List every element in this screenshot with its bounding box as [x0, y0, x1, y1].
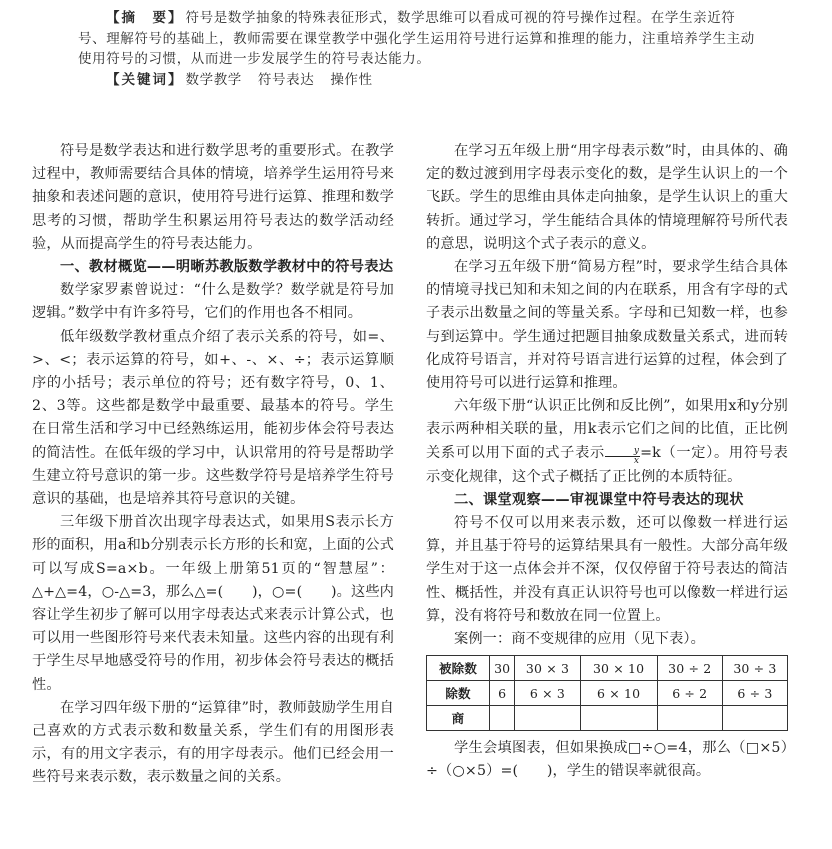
- body-paragraph: 学生会填图表，但如果换成□÷○=4，那么（□×5）÷（○×5）=( )，学生的错误率就很高。: [426, 740, 788, 780]
- table-cell: [657, 706, 722, 731]
- table-row: [427, 706, 788, 731]
- table-cell: 6 × 10: [580, 681, 657, 706]
- row-header: 除数: [427, 681, 490, 706]
- section-heading: 二、课堂观察——审视课堂中符号表达的现状: [454, 491, 744, 508]
- keyword: 符号表达: [257, 71, 315, 88]
- table-cell: 30 ÷ 3: [722, 656, 787, 681]
- table-cell: [722, 706, 787, 731]
- table-cell: [580, 706, 657, 731]
- table-cell: 30 × 10: [580, 656, 657, 681]
- section-heading: 一、教材概览——明晰苏教版数学教材中的符号表达: [60, 259, 394, 276]
- body-paragraph: 符号不仅可以用来表示数，还可以像数一样进行运算，并且基于符号的运算结果具有一般性。大部分高年级学生对于这一点体会并不深，仅仅停留于符号表达的简洁性、概括性，并没有真正认识符号也可以像数一样进行运算，没有将符号和数放在同一位置上。: [426, 515, 788, 624]
- table-row: [427, 681, 788, 706]
- fraction-numerator: y: [605, 447, 640, 457]
- table-cell: 6: [490, 681, 515, 706]
- keywords-line: [78, 70, 758, 91]
- case-table: [426, 655, 788, 731]
- table-cell: [490, 706, 515, 731]
- table-cell: 6 ÷ 3: [722, 681, 787, 706]
- keywords-tag: 【关键词】: [106, 71, 184, 88]
- table-cell: 6 ÷ 2: [657, 681, 722, 706]
- abstract: [78, 8, 758, 90]
- table-cell: [515, 706, 580, 731]
- body-paragraph: 符号是数学表达和进行数学思考的重要形式。在教学过程中，教师需要结合具体的情境，培养学生运用符号来抽象和表述问题的意识，使用符号进行运算、推理和数学思考的习惯，帮助学生积累运用符号表达的数学活动经验，从而提高学生的符号表达能力。: [32, 143, 394, 252]
- body-paragraph: 在学习四年级下册的“运算律”时，教师鼓励学生用自己喜欢的方式表示数和数量关系，学生们有的用图形表示，有的用文字表示，有的用字母表示。他们已经会用一些符号来表示数，表示数量之间的关系。: [32, 699, 394, 786]
- keyword: 数学教学: [185, 71, 242, 88]
- fraction: [605, 447, 640, 466]
- table-cell: 30 × 3: [515, 656, 580, 681]
- keyword: 操作性: [330, 71, 373, 88]
- left-column: [32, 140, 394, 790]
- abstract-tag: 【摘 要】: [106, 10, 184, 26]
- table-row: [427, 656, 788, 681]
- body-paragraph: 在学习五年级下册“简易方程”时，要求学生结合具体的情境寻找已知和未知之间的内在联系，用含有字母的式子表示出数量之间的等量关系。字母和已知数一样，也参与到运算中。学生通过把题目抽象成数量关系式，进而转化成符号语言，并对符号语言进行运算的过程，体会到了使用符号可以进行运算和推理。: [426, 259, 788, 392]
- table-cell: 30: [490, 656, 515, 681]
- body-paragraph: 数学家罗素曾说过：“什么是数学？数学就是符号加逻辑。”数学中有许多符号，它们的作用也各不相同。: [32, 282, 394, 322]
- body-paragraph: [426, 395, 788, 489]
- table-cell: 30 ÷ 2: [657, 656, 722, 681]
- fraction-denominator: x: [633, 455, 640, 466]
- text-run: =k（一定）。用符号表示变化规律，这个式子概括了正比例的本质特征。: [426, 444, 788, 485]
- row-header: 被除数: [427, 656, 490, 681]
- row-header: 商: [427, 706, 490, 731]
- table-cell: 6 × 3: [515, 681, 580, 706]
- right-column: [426, 140, 788, 784]
- body-paragraph: 三年级下册首次出现字母表达式，如果用S表示长方形的面积，用a和b分别表示长方形的长和宽，上面的公式可以写成S=a×b。一年级上册第51页的“智慧屋”：△+△=4，○-△=3，那么△=( )，○=( )。这些内容让学生初步了解可以用字母表达式来表示计算公式，也可以用一些图形符号来代表未知量。这些内容的出现有利于学生尽早地感受符号的作用，初步体会符号表达的概括性。: [32, 514, 394, 693]
- text-run: 六年级下册“认识正比例和反比例”，如果用x和y分别表示两种相关联的量，用k表示它们之间的比值，正比例关系可以用下面的式子表示: [426, 398, 788, 461]
- abstract-text: 符号是数学抽象的特殊表征形式，数学思维可以看成可视的符号操作过程。在学生亲近符号、理解符号的基础上，教师需要在课堂教学中强化学生运用符号进行运算和推理的能力，注重培养学生主动使用符号的习惯，从而进一步发展学生的符号表达能力。: [78, 10, 755, 67]
- abstract-paragraph: [78, 8, 758, 70]
- body-paragraph: 案例一：商不变规律的应用（见下表）。: [454, 631, 705, 648]
- body-paragraph: 低年级数学教材重点介绍了表示关系的符号，如=、>、<；表示运算的符号，如+、-、×、÷；表示运算顺序的小括号；表示单位的符号；还有数字符号，0、1、2、3等。这些都是数学中最重要、最基本的符号。学生在日常生活和学习中已经熟练运用，能初步体会符号表达的简洁性。在低年级的学习中，认识常用的符号是帮助学生建立符号意识的第一步。这些数学符号是培养学生符号意识的基础，也是培养其符号意识的关键。: [32, 328, 394, 508]
- body-paragraph: 在学习五年级上册“用字母表示数”时，由具体的、确定的数过渡到用字母表示变化的数，是学生认识上的一个飞跃。学生的思维由具体走向抽象，是学生认识上的重大转折。通过学习，学生能结合具体的情境理解符号所代表的意思，说明这个式子表示的意义。: [426, 143, 788, 252]
